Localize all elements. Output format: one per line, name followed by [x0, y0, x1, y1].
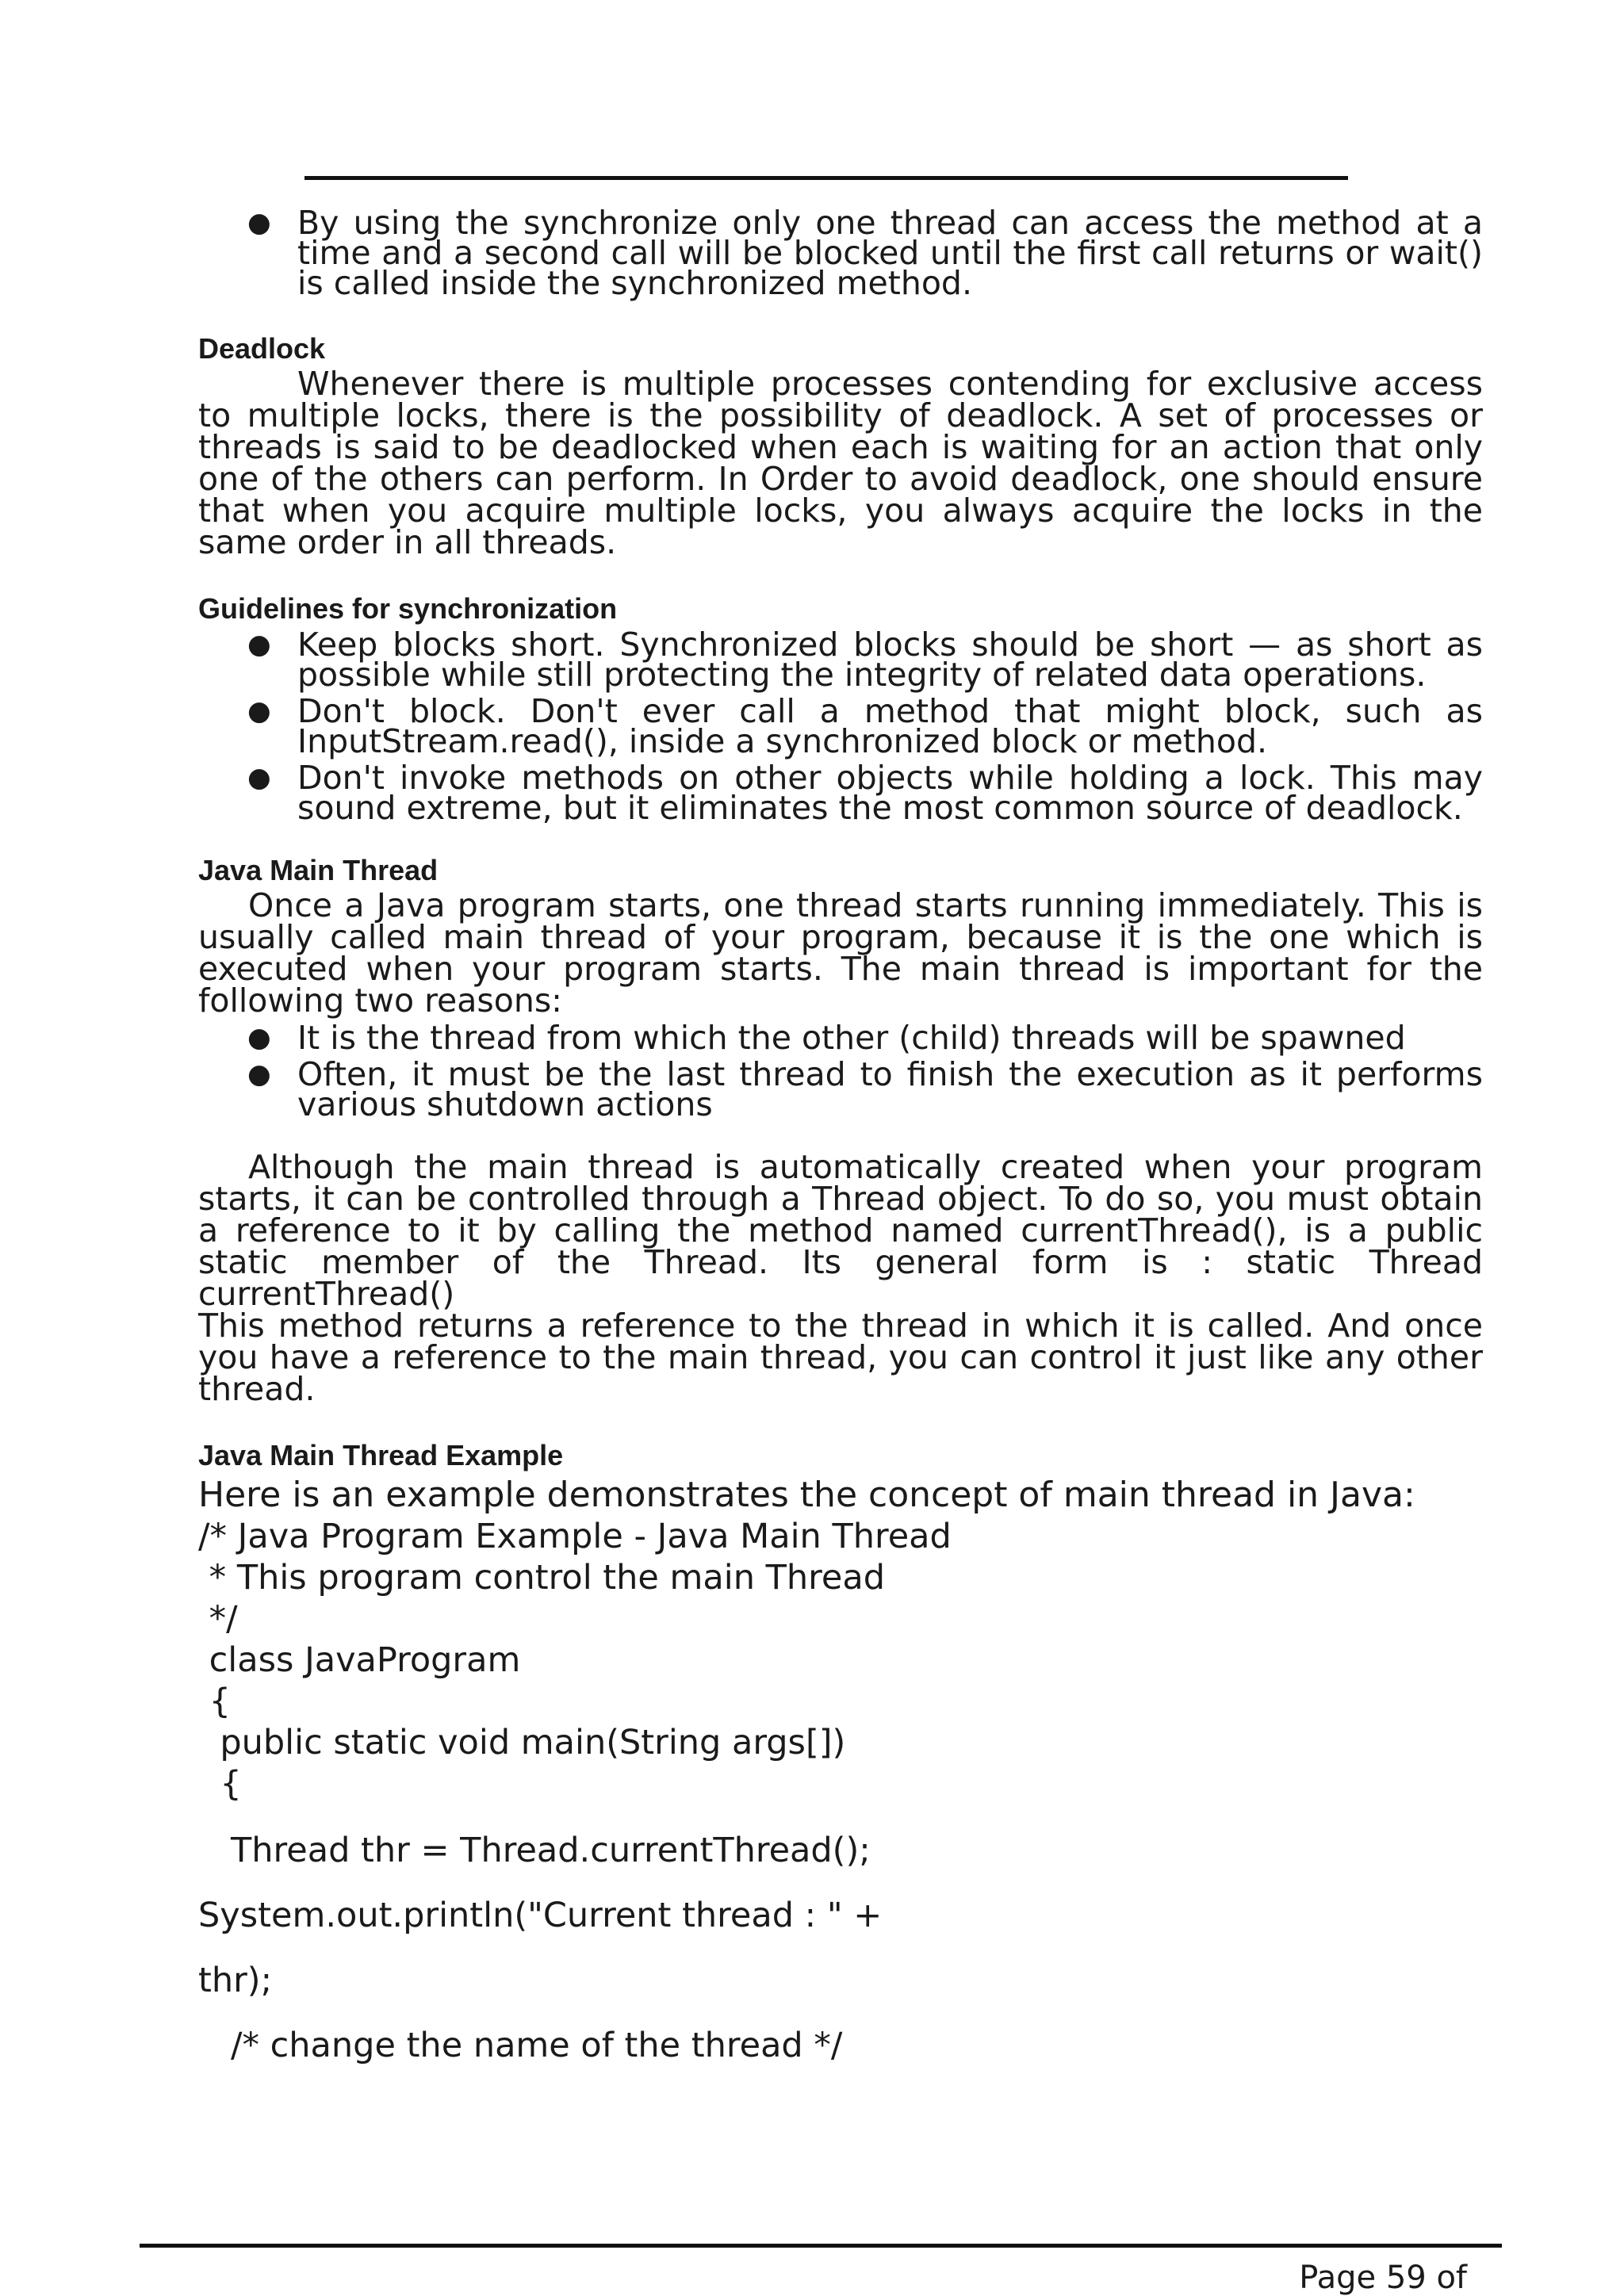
code-line [198, 2001, 1483, 2025]
code-line: Thread thr = Thread.currentThread(); [198, 1831, 871, 1870]
heading-example: Java Main Thread Example [198, 1439, 564, 1471]
heading-main-thread: Java Main Thread [198, 854, 439, 886]
code-block [198, 1516, 1483, 2066]
code-line: */ [198, 1599, 238, 1639]
bullet-icon: ● [247, 762, 271, 794]
bullet-icon: ● [247, 695, 271, 727]
code-line [198, 1871, 1483, 1895]
main-thread-paragraph-3: This method returns a reference to the thread in which it is called. And once you have a reference to the main thread, you can control it just like any other thread. [198, 1307, 1483, 1408]
main-thread-paragraph-1: Once a Java program starts, one thread starts running immediately. This is usually called main thread of your program, because it is the one which is executed when your program starts. The main thread is important for the following two reasons: [198, 886, 1483, 1020]
code-line [198, 1804, 1483, 1830]
bullet-icon: ● [247, 207, 271, 239]
sync-bullet-list [198, 204, 1483, 302]
page-number: Page 59 of [1299, 2260, 1467, 2296]
list-item: ● Keep blocks short. Synchronized blocks should be short — as short as possible while still protecting the integrity of related data operations. [247, 626, 1483, 694]
code-line: { [198, 1764, 242, 1804]
code-line [198, 1936, 1483, 1960]
list-item: ● It is the thread from which the other (child) threads will be spawned [247, 1019, 1406, 1057]
example-intro: Here is an example demonstrates the concept of main thread in Java: [198, 1475, 1415, 1515]
code-line: class JavaProgram [198, 1640, 521, 1680]
heading-guidelines: Guidelines for synchronization [198, 592, 618, 625]
header-rule [304, 176, 1348, 180]
code-line: thr); [198, 1961, 273, 2000]
list-item: ● Don't block. Don't ever call a method that might block, such as InputStream.read(), inside a synchronized block or method. [247, 692, 1483, 760]
bullet-icon: ● [247, 1022, 271, 1054]
deadlock-paragraph: Whenever there is multiple processes contending for exclusive access to multiple locks, there is the possibility of deadlock. A set of processes or threads is said to be deadlocked when each is waiting for an action that only one of the others can perform. In Order to avoid deadlock, one should ensure that when you acquire multiple locks, you always acquire the locks in the same order in all threads. [198, 365, 1483, 561]
list-item: ● Don't invoke methods on other objects while holding a lock. This may sound extreme, but it eliminates the most common source of deadlock. [247, 759, 1483, 827]
footer-rule [140, 2244, 1502, 2248]
list-item: ● Often, it must be the last thread to finish the execution as it performs various shutdown actions [247, 1055, 1483, 1123]
code-line: /* Java Program Example - Java Main Thread [198, 1517, 952, 1556]
page-content [198, 204, 1483, 2066]
code-line: /* change the name of the thread */ [198, 2026, 843, 2065]
guidelines-bullet-list [198, 626, 1483, 827]
heading-deadlock: Deadlock [198, 332, 326, 365]
code-line: public static void main(String args[]) [198, 1723, 846, 1762]
code-line: System.out.println("Current thread : " + [198, 1896, 883, 1935]
bullet-icon: ● [247, 1058, 271, 1090]
main-thread-paragraph-2: Although the main thread is automatically created when your program starts, it can be controlled through a Thread object. To do so, you must obtain a reference to it by calling the method named currentThread(), is a public static member of the Thread. Its general form is : static Thread currentThread() [198, 1148, 1483, 1313]
main-thread-bullet-list [198, 1019, 1483, 1123]
code-line: * This program control the main Thread [198, 1558, 886, 1598]
bullet-icon: ● [247, 629, 271, 660]
code-line: { [198, 1682, 232, 1721]
list-item: ● By using the synchronize only one thread can access the method at a time and a second call will be blocked until the first call returns or wait() is called inside the synchronized method. [247, 204, 1483, 302]
